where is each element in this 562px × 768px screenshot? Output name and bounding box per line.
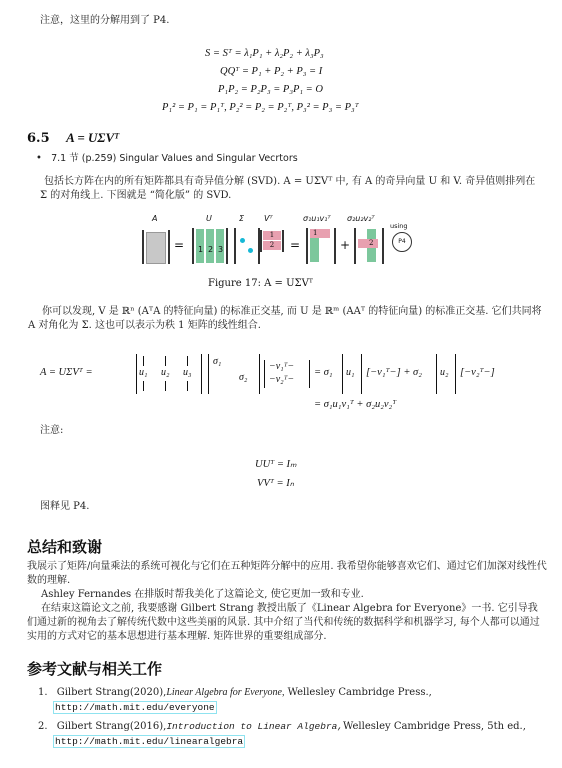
big-eq-vt-matrix <box>264 360 310 388</box>
big-eq-rhs-v2: [−v₂ᵀ−] <box>460 367 495 378</box>
references-heading: 参考文献与相关工作 <box>27 660 163 678</box>
big-eq-lhs: A = UΣVᵀ = <box>40 367 93 378</box>
ref2-title: Introduction to Linear Algebra, <box>166 721 344 732</box>
big-eq-rhs-u2: u₂ <box>440 367 449 378</box>
fig-label-a: A <box>152 214 158 223</box>
equation-spectral-4: P₁² = P₁ = P₁ᵀ, P₂² = P₂ = P₂ᵀ, P₃² = P₃ = P₃ᵀ <box>162 102 359 113</box>
big-eq-u-bar-2b <box>165 381 166 391</box>
section-heading <box>27 130 119 146</box>
note-label: 注意: <box>40 425 64 436</box>
big-eq-u-bar-3t <box>187 356 188 366</box>
reference-item-2 <box>38 720 548 749</box>
summary-paragraph-3: 在结束这篇论文之前, 我要感谢 Gilbert Strang 教授出版了《Linear Algebra for Everyone》一书. 它引导我们通过新的视角去了解传统代数中这些美丽的风景. 其中介绍了当代和传统的数据科学和机器学习, 每个人都可以通过实用的方式对它的基本思想进行基本理解. 矩阵世界的重要组成部分. <box>27 603 540 642</box>
figure-caption: Figure 17: A = UΣVᵀ <box>208 278 314 289</box>
big-eq-u-bar-2t <box>165 356 166 366</box>
summary-heading: 总结和致谢 <box>27 538 103 556</box>
fig-vt-row-1: 1 <box>263 231 281 240</box>
big-eq-u-matrix <box>136 354 202 394</box>
ref2-publisher: Wellesley Cambridge Press, 5th ed., <box>343 721 526 732</box>
equation-spectral-1: S = Sᵀ = λ₁P₁ + λ₂P₂ + λ₃P₃ <box>205 48 324 59</box>
ref1-publisher: Wellesley Cambridge Press., <box>284 687 432 698</box>
big-eq-sigma2: σ₂ <box>239 372 248 383</box>
see-p4-text: 图释见 P4. <box>40 501 90 512</box>
fig-rank1-1-row: 1 <box>310 229 330 238</box>
fig-equals-1: = <box>174 238 185 252</box>
reference-item-1 <box>38 686 548 715</box>
fig-u-col-3 <box>216 229 224 263</box>
fig-matrix-vt <box>260 230 284 252</box>
big-eq-rhs-u1: u₁ <box>346 367 355 378</box>
fig-matrix-u <box>192 228 228 264</box>
ref2-number: 2. <box>38 721 48 732</box>
fig-sigma-dot-2 <box>248 248 253 253</box>
ref1-number: 1. <box>38 687 48 698</box>
fig-matrix-sigma <box>234 228 260 264</box>
svd-paragraph: 包括长方阵在内的所有矩阵都具有奇异值分解 (SVD). A = UΣVᵀ 中, 有 A 的奇异向量 U 和 V. 奇异值则排列在 Σ 的对角线上. 下图就是 “简化版” 的 SVD. <box>40 176 536 201</box>
fig-u-num-2: 2 <box>208 245 214 254</box>
ref1-url-link[interactable]: http://math.mit.edu/everyone <box>55 702 215 713</box>
fig-u-num-3: 3 <box>218 245 224 254</box>
section-number: 6.5 <box>27 131 50 146</box>
section-title: A = UΣVᵀ <box>66 130 119 145</box>
big-eq-u1: u₁ <box>139 367 148 378</box>
big-eq-u-bar-1t <box>143 356 144 366</box>
ref1-title: Linear Algebra for Everyone, <box>166 687 285 698</box>
big-eq-sigma-matrix <box>208 354 260 394</box>
big-eq-v1t: −v₁ᵀ− <box>269 361 295 372</box>
fig-u-num-1: 1 <box>198 245 204 254</box>
ref1-author: Gilbert Strang(2020), <box>56 687 167 698</box>
equation-spectral-3: P₁P₂ = P₂P₃ = P₃P₁ = O <box>218 84 323 95</box>
fig-rank1-matrix-2 <box>354 228 384 264</box>
fig-label-rank1-2: σ₂u₂v₂ᵀ <box>347 214 375 223</box>
big-eq-v2t: −v₂ᵀ− <box>269 374 295 385</box>
fig-rank1-2-row: 2 <box>358 239 378 248</box>
fig-label-rank1-1: σ₁u₁v₁ᵀ <box>303 214 331 223</box>
basis-paragraph: 你可以发现, V 是 ℝⁿ (AᵀA 的特征向量) 的标准正交基, 而 U 是 ℝᵐ (AAᵀ 的特征向量) 的标准正交基. 它们共同将 A 对角化为 Σ. 这也可以表示为秩 1 矩阵的线性组合. <box>28 306 542 331</box>
bullet-dot: • <box>36 153 42 164</box>
summary-paragraph-2: Ashley Fernandes 在排版时帮我美化了这篇论文, 使它更加一致和专业. <box>41 589 364 600</box>
equation-vvt: VVᵀ = Iₙ <box>257 478 294 489</box>
ref2-author: Gilbert Strang(2016), <box>56 721 167 732</box>
fig-u-col-1 <box>196 229 204 263</box>
fig-rank1-matrix-1 <box>306 228 336 264</box>
ref2-url-link[interactable]: http://math.mit.edu/linearalgebra <box>55 736 244 747</box>
big-eq-u2: u₂ <box>161 367 170 378</box>
big-eq-u-bar-1b <box>143 381 144 391</box>
equation-uut: UUᵀ = Iₘ <box>255 459 297 470</box>
fig-equals-2: = <box>290 238 301 252</box>
fig-label-u: U <box>206 214 212 223</box>
big-eq-rhs-v1: [−v₁ᵀ−] + σ₂ <box>366 367 422 378</box>
big-eq-u3: u₃ <box>183 367 192 378</box>
big-eq-rhs-u1-matrix <box>342 354 362 394</box>
big-eq-rhs-sigma1: = σ₁ <box>314 367 333 378</box>
fig-u-col-2 <box>206 229 214 263</box>
intro-text: 注意，这里的分解用到了 P4. <box>40 15 170 26</box>
fig-p4-badge: P4 <box>392 232 412 252</box>
equation-spectral-2: QQᵀ = P₁ + P₂ + P₃ = I <box>220 66 323 77</box>
fig-a-fill <box>146 232 166 264</box>
fig-plus: + <box>340 238 351 252</box>
fig-sigma-dot-1 <box>240 238 245 243</box>
summary-paragraph-1: 我展示了矩阵/向量乘法的系统可视化与它们在五种矩阵分解中的应用. 我希望你能够喜欢它们、通过它们加深对线性代数的理解. <box>27 561 547 586</box>
fig-label-vt: Vᵀ <box>264 214 273 223</box>
fig-vt-row-2: 2 <box>263 241 281 250</box>
bullet-item <box>36 152 298 166</box>
bullet-text: 7.1 节 (p.259) Singular Values and Singular Vecrtors <box>51 153 298 164</box>
big-eq-line2: = σ₁u₁v₁ᵀ + σ₂u₂v₂ᵀ <box>314 399 397 410</box>
fig-using-label: using <box>390 222 408 230</box>
big-eq-u-bar-3b <box>187 381 188 391</box>
big-eq-sigma1: σ₁ <box>213 356 222 367</box>
big-eq-rhs-u2-matrix <box>436 354 456 394</box>
fig-label-sigma: Σ <box>239 214 245 223</box>
fig-matrix-a <box>142 230 170 264</box>
figure-17 <box>140 214 430 272</box>
